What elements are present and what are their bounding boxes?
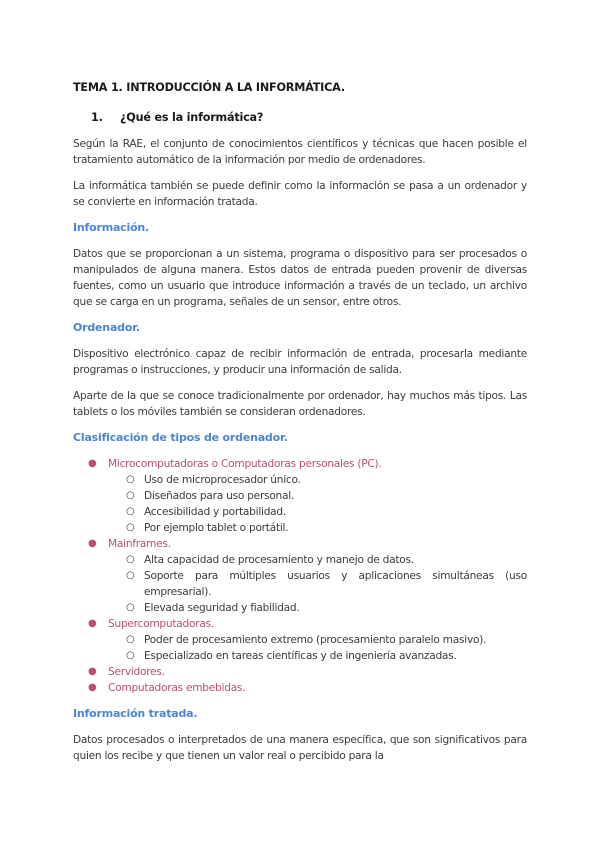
sublist-item — [73, 488, 527, 504]
list-item-label: Mainframes. — [108, 538, 171, 550]
sublist-item — [73, 632, 527, 648]
list-item-servidores — [73, 664, 527, 680]
circle-bullet-icon: ○ — [126, 522, 135, 533]
sublist-mainframes — [73, 552, 527, 616]
sublist-item-text: Alta capacidad de procesamiento y manejo de datos. — [144, 554, 414, 566]
bullet-icon: ● — [88, 682, 97, 693]
sublist-item — [73, 552, 527, 568]
circle-bullet-icon: ○ — [126, 570, 135, 581]
sublist-item-text: Poder de procesamiento extremo (procesamiento paralelo masivo). — [144, 634, 487, 646]
sublist-item — [73, 568, 527, 600]
computer-types-list — [73, 456, 527, 696]
list-item-embebidas — [73, 680, 527, 696]
sublist-item-text: Elevada seguridad y fiabilidad. — [144, 602, 300, 614]
question-heading — [91, 108, 527, 128]
paragraph-alt-definition: La informática también se puede definir como la información se pasa a un ordenador y se convierte en información tratada. — [73, 180, 527, 208]
section-heading-ordenador: Ordenador. — [73, 321, 140, 334]
section-heading-informacion: Información. — [73, 221, 150, 234]
paragraph-rae-definition: Según la RAE, el conjunto de conocimientos científicos y técnicas que hacen posible el tratamiento automático de la información por medio de ordenadores. — [73, 138, 527, 166]
paragraph-informacion: Datos que se proporcionan a un sistema, programa o dispositivo para ser procesados o manipulados de alguna manera. Estos datos de entrada pueden provenir de diversas fuentes, como un usuario que introduce información a través de un teclado, un archivo que se carga en un programa, señales de un sensor, entre otros. — [73, 248, 527, 308]
bullet-icon: ● — [88, 618, 97, 629]
list-item-label: Servidores. — [108, 666, 165, 678]
list-item-label: Microcomputadoras o Computadoras personales (PC). — [108, 458, 382, 470]
circle-bullet-icon: ○ — [126, 650, 135, 661]
question-text: ¿Qué es la informática? — [120, 111, 264, 124]
paragraph-informacion-tratada: Datos procesados o interpretados de una manera específica, que son significativos para quien los recibe y que tienen un valor real o percibido para la — [73, 734, 527, 762]
paragraph-ordenador-definition: Dispositivo electrónico capaz de recibir información de entrada, procesarla mediante programas o instrucciones, y producir una información de salida. — [73, 348, 527, 376]
question-number: 1. — [91, 111, 103, 124]
sublist-item — [73, 520, 527, 536]
circle-bullet-icon: ○ — [126, 474, 135, 485]
circle-bullet-icon: ○ — [126, 506, 135, 517]
circle-bullet-icon: ○ — [126, 634, 135, 645]
list-item-mainframes — [73, 536, 527, 552]
list-item-pc — [73, 456, 527, 472]
sublist-item-text: Accesibilidad y portabilidad. — [144, 506, 287, 518]
page-title: TEMA 1. INTRODUCCIÓN A LA INFORMÁTICA. — [73, 81, 345, 94]
circle-bullet-icon: ○ — [126, 602, 135, 613]
paragraph-ordenador-tipos: Aparte de la que se conoce tradicionalmente por ordenador, hay muchos más tipos. Las tablets o los móviles también se consideran ordenadores. — [73, 390, 527, 418]
section-heading-informacion-tratada: Información tratada. — [73, 707, 198, 720]
sublist-item-text: Uso de microprocesador único. — [144, 474, 301, 486]
sublist-item-text: Por ejemplo tablet o portátil. — [144, 522, 289, 534]
sublist-item-text: Especializado en tareas científicas y de ingeniería avanzadas. — [144, 650, 457, 662]
list-item-supercomputadoras — [73, 616, 527, 632]
section-heading-clasificacion: Clasificación de tipos de ordenador. — [73, 431, 288, 444]
document-body — [73, 78, 527, 774]
bullet-icon: ● — [88, 538, 97, 549]
bullet-icon: ● — [88, 666, 97, 677]
list-item-label: Computadoras embebidas. — [108, 682, 246, 694]
circle-bullet-icon: ○ — [126, 554, 135, 565]
list-item-label: Supercomputadoras. — [108, 618, 214, 630]
bullet-icon: ● — [88, 458, 97, 469]
sublist-item — [73, 600, 527, 616]
sublist-pc — [73, 472, 527, 536]
sublist-item-text: Soporte para múltiples usuarios y aplicaciones simultáneas (uso empresarial). — [144, 570, 527, 598]
sublist-item — [73, 504, 527, 520]
sublist-item — [73, 648, 527, 664]
sublist-item-text: Diseñados para uso personal. — [144, 490, 295, 502]
circle-bullet-icon: ○ — [126, 490, 135, 501]
sublist-supercomputadoras — [73, 632, 527, 664]
sublist-item — [73, 472, 527, 488]
